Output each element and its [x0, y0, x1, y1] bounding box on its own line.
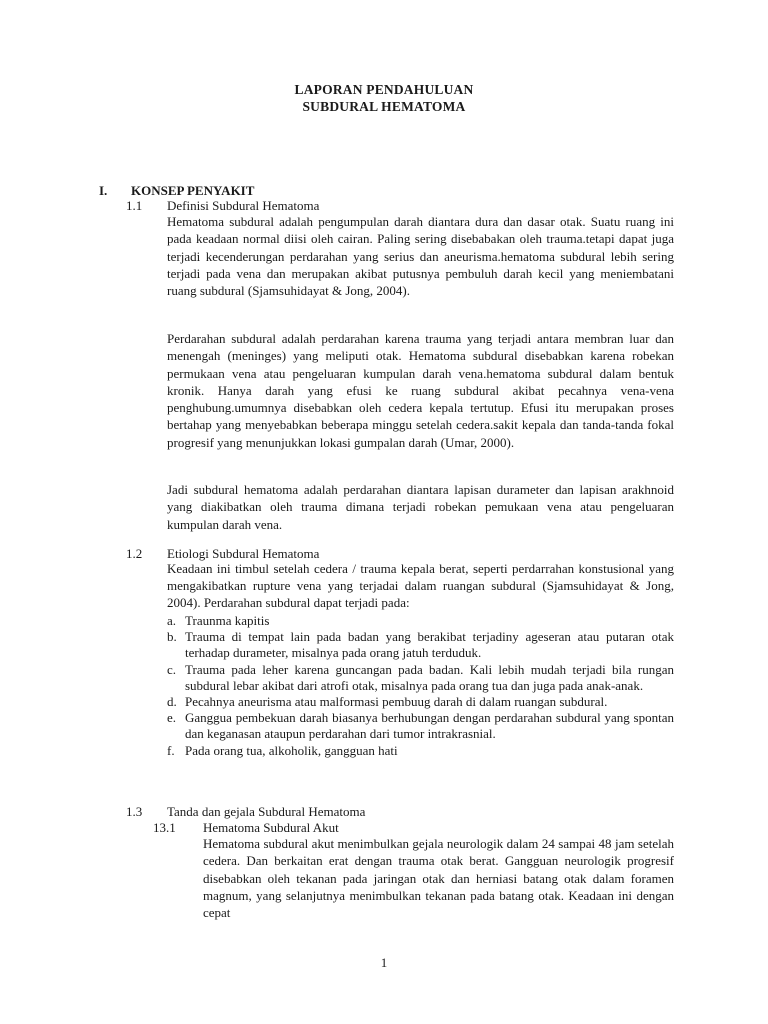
page-number: 1 [380, 955, 388, 970]
subsection-title-1-3: Tanda dan gejala Subdural Hematoma [167, 804, 366, 819]
list-item [167, 694, 674, 710]
paragraph-acute-hematoma: Hematoma subdural akut menimbulkan gejala neurologik dalam 24 sampai 48 jam setelah cedera. Dan berkaitan erat dengan trauma otak berat. Gangguan neurologik progresif disebabkan oleh tekanan pada jaringan otak dan herniasi batang otak dalam foramen magnum, yang selanjutnya menimbulkan tekanan pada batang otak. Keadaan ini dengan cepat [203, 836, 674, 921]
section-number: I. [99, 183, 108, 198]
paragraph-definition-1: Hematoma subdural adalah pengumpulan darah diantara dura dan dasar otak. Suatu ruang ini pada keadaan normal diisi oleh cairan. Paling sering disebabakan oleh trauma.tetapi dapat juga terjadi kecenderungan perdarahan yang serius dan aneurisma.hematoma subdural lebih sering terjadi pada vena dan merupakan akibat putusnya pembuluh darah kecil yang meniembatani ruang subdural (Sjamsuhidayat & Jong, 2004). [167, 214, 674, 299]
subsection-title-1-1: Definisi Subdural Hematoma [167, 198, 320, 213]
list-item-text: Pada orang tua, alkoholik, gangguan hati [185, 742, 398, 758]
list-marker: b. [167, 629, 177, 645]
list-item [167, 710, 674, 742]
paragraph-etiology: Keadaan ini timbul setelah cedera / trauma kepala berat, seperti perdarrahan konstusional yang mengakibatkan rupture vena yang terjadai dalam ruangan subdural (Sjamsuhidayat & Jong, 2004). Perdarahan subdural dapat terjadi pada: [167, 561, 674, 610]
subsection-number-1-2: 1.2 [126, 546, 143, 561]
list-item [167, 742, 674, 759]
list-item-text: Pecahnya aneurisma atau malformasi pembuug darah di dalam ruangan subdural. [185, 694, 608, 710]
list-marker: c. [167, 661, 177, 677]
subsubsection-title-1-3-1: Hematoma Subdural Akut [203, 820, 339, 835]
list-item [167, 629, 674, 661]
section-title: KONSEP PENYAKIT [131, 183, 255, 198]
list-item-text: Ganggua pembekuan darah biasanya berhubungan dengan perdarahan subdural yang spontan dan keganasan ataupun perdarahan dari tumor intrakrasnial. [185, 710, 674, 742]
list-item-text: Trauma pada leher karena guncangan pada badan. Kali lebih mudah terjadi bila rungan subdural lebar akibat dari atrofi otak, misalnya pada orang tua dan juga pada anak-anak. [185, 661, 674, 693]
list-marker: a. [167, 613, 177, 628]
subsection-title-1-2: Etiologi Subdural Hematoma [167, 546, 320, 561]
etiology-list [167, 613, 674, 759]
subsection-number-1-1: 1.1 [126, 198, 143, 213]
list-marker: d. [167, 694, 177, 710]
paragraph-definition-3: Jadi subdural hematoma adalah perdarahan diantara lapisan durameter dan lapisan arakhnoid yang diakibatkan oleh trauma dimana terjadi robekan pemukaan vena atau pengeluaran kumpulan darah vena. [167, 482, 674, 532]
list-marker: f. [167, 742, 175, 758]
list-item-text: Traunma kapitis [185, 613, 270, 628]
doc-title-line2: SUBDURAL HEMATOMA [302, 99, 466, 114]
subsection-number-1-3: 1.3 [126, 804, 143, 819]
paragraph-definition-2: Perdarahan subdural adalah perdarahan karena trauma yang terjadi antara membran luar dan menengah (meninges) yang meliputi otak. Hematoma subdural disebabkan karena robekan permukaan vena atau pengeluaran kumpulan darah vena.hematoma subdural dalam bentuk kronik. Hanya darah yang efusi ke ruang subdural akibat pecahnya vena-vena penghubung.umumnya disebabkan oleh cedera kepala tertutup. Efusi itu merupakan proses bertahap yang menyebabkan beberapa minggu setelah cedera.sakit kepala dan tanda-tanda fokal progresif yang menunjukkan lokasi gumpalan darah (Umar, 2000). [167, 331, 674, 450]
list-item [167, 661, 674, 694]
list-marker: e. [167, 710, 177, 726]
list-item-text: Trauma di tempat lain pada badan yang berakibat terjadiny ageseran atau putaran otak terhadap durameter, misalnya pada orang jatuh terduduk. [185, 629, 674, 661]
list-item [167, 613, 674, 629]
subsubsection-number-1-3-1: 13.1 [153, 820, 176, 835]
doc-title-line1: LAPORAN PENDAHULUAN [294, 82, 474, 97]
